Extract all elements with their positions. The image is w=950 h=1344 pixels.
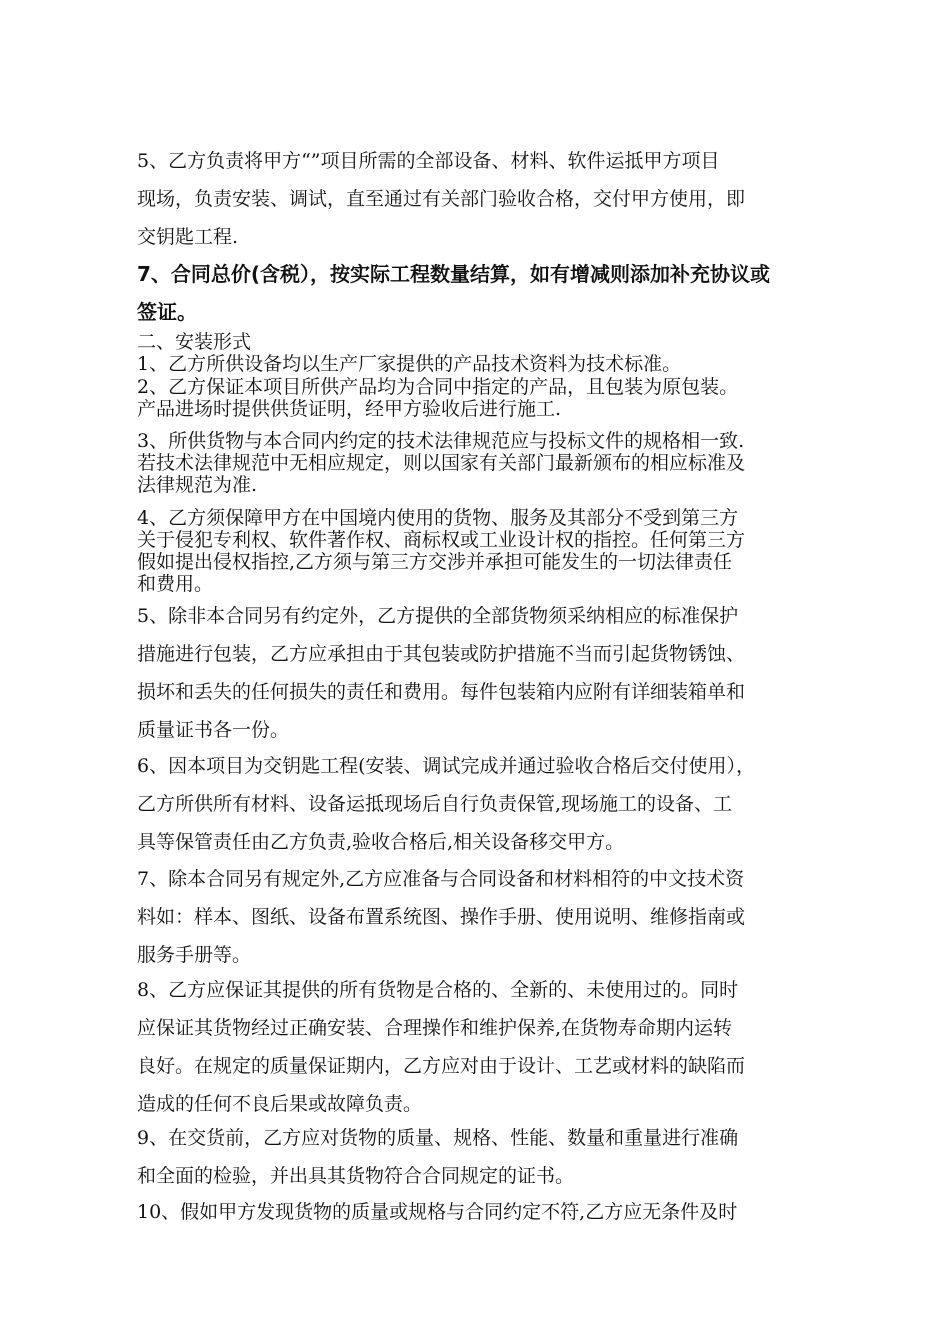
text-line: 良好。在规定的质量保证期内，乙方应对由于设计、工艺或材料的缺陷而 (137, 1055, 746, 1077)
paragraph-clause-2 (137, 376, 872, 420)
text-line: 乙方所供所有材料、设备运抵现场后自行负责保管,现场施工的设备、工 (137, 793, 733, 815)
text-line: 料如：样本、图纸、设备布置系统图、操作手册、使用说明、维修指南或 (137, 906, 746, 928)
text-line: 5、乙方负责将甲方“”项目所需的全部设备、材料、软件运抵甲方项目 (137, 150, 720, 172)
text-line: 9、在交货前，乙方应对货物的质量、规格、性能、数量和重量进行准确 (137, 1127, 739, 1149)
text-line: 1、乙方所供设备均以生产厂家提供的产品技术资料为技术标准。 (137, 353, 682, 375)
text-line: 签证。 (137, 300, 197, 324)
paragraph-clause-4 (137, 507, 872, 595)
paragraph-clause-3 (137, 430, 872, 496)
paragraph-clause-8 (137, 971, 872, 1123)
text-line: 6、因本项目为交钥匙工程(安装、调试完成并通过验收合格后交付使用）， (137, 755, 756, 777)
text-line: 造成的任何不良后果或故障负责。 (137, 1093, 423, 1115)
text-line: 质量证书各一份。 (137, 719, 290, 741)
section-heading: 二、安装形式 (137, 331, 252, 353)
text-line: 关于侵犯专利权、软件著作权、商标权或工业设计权的指控。任何第三方 (137, 529, 746, 551)
text-line: 法律规范为准. (137, 474, 258, 496)
text-line: 8、乙方应保证其提供的所有货物是合格的、全新的、未使用过的。同时 (137, 979, 739, 1001)
text-line: 产品进场时提供供货证明，经甲方验收后进行施工. (137, 398, 562, 420)
text-line: 2、乙方保证本项目所供产品均为合同中指定的产品，且包装为原包装。 (137, 376, 739, 398)
paragraph-clause-1 (137, 353, 872, 375)
text-line: 交钥匙工程. (137, 226, 239, 248)
text-line: 损坏和丢失的任何损失的责任和费用。每件包装箱内应附有详细装箱单和 (137, 681, 746, 703)
text-line: 7、除本合同另有规定外,乙方应准备与合同设备和材料相符的中文技术资 (137, 868, 745, 890)
text-line: 3、所供货物与本合同内约定的技术法律规范应与投标文件的规格相一致. (137, 430, 745, 452)
text-line: 5、除非本合同另有约定外，乙方提供的全部货物须采纳相应的标准保护 (137, 605, 739, 627)
text-line: 若技术法律规范中无相应规定，则以国家有关部门最新颁布的相应标准及 (137, 452, 746, 474)
text-line: 服务手册等。 (137, 944, 252, 966)
section-heading-installation (137, 331, 872, 353)
paragraph-clause-10 (137, 1193, 872, 1231)
text-line: 7、合同总价(含税），按实际工程数量结算，如有增减则添加补充协议或 (137, 262, 771, 286)
paragraph-clause-9 (137, 1119, 872, 1195)
text-line: 假如提出侵权指控,乙方须与第三方交涉并承担可能发生的一切法律责任 (137, 551, 733, 573)
paragraph-scope-of-supply (137, 142, 872, 256)
paragraph-clause-6 (137, 747, 872, 861)
text-line: 具等保管责任由乙方负责,验收合格后,相关设备移交甲方。 (137, 831, 625, 853)
text-line: 4、乙方须保障甲方在中国境内使用的货物、服务及其部分不受到第三方 (137, 507, 739, 529)
paragraph-clause-7 (137, 860, 872, 974)
text-line: 应保证其货物经过正确安装、合理操作和维护保养,在货物寿命期内运转 (137, 1017, 733, 1039)
paragraph-total-price (137, 255, 872, 331)
text-line: 和全面的检验，并出具其货物符合合同规定的证书。 (137, 1165, 575, 1187)
text-line: 现场，负责安装、调试，直至通过有关部门验收合格，交付甲方使用，即 (137, 188, 746, 210)
text-line: 和费用。 (137, 573, 214, 595)
paragraph-clause-5 (137, 597, 872, 749)
text-line: 措施进行包装，乙方应承担由于其包装或防护措施不当而引起货物锈蚀、 (137, 643, 746, 665)
text-line: 10、假如甲方发现货物的质量或规格与合同约定不符,乙方应无条件及时 (137, 1201, 738, 1223)
